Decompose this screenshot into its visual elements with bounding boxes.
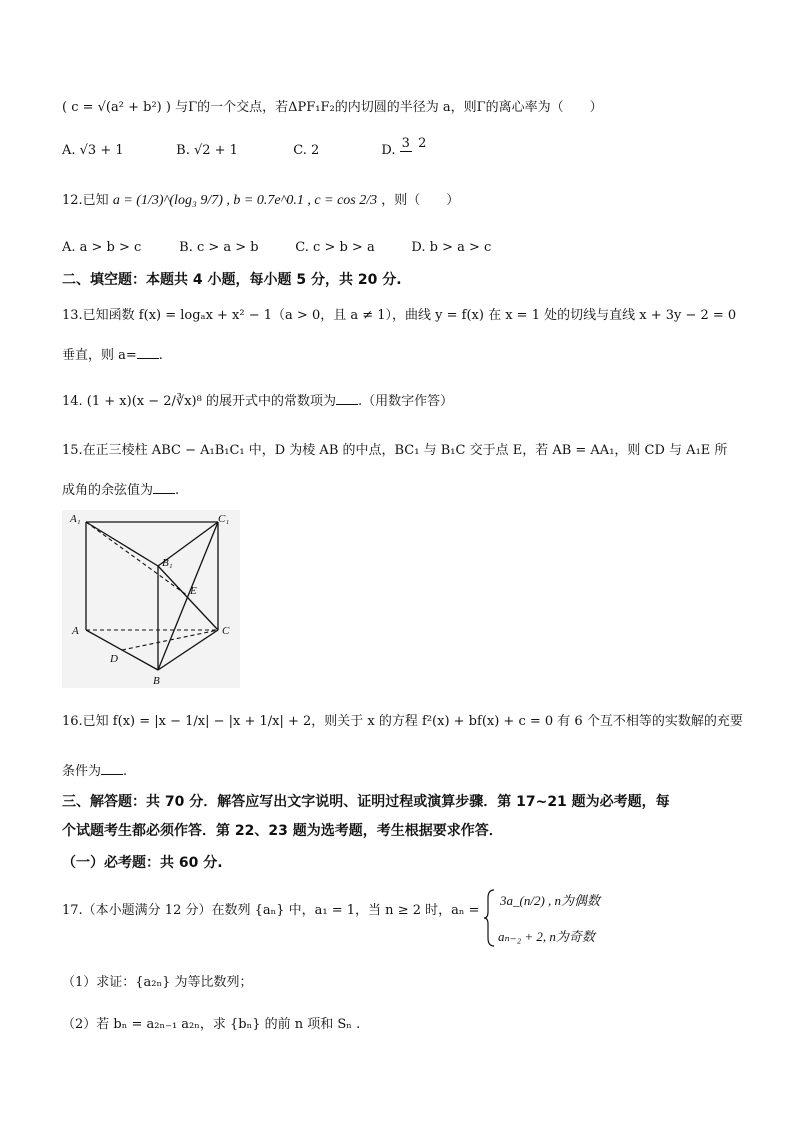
q12-option-b: B. c > a > b <box>179 240 259 255</box>
q11-option-d-fraction <box>400 137 429 152</box>
q15-answer-blank <box>153 481 175 494</box>
q17-sub1: （1）求证：{a₂ₙ} 为等比数列； <box>62 975 253 990</box>
q12-line <box>62 193 459 210</box>
q16-answer-blank <box>101 762 123 775</box>
q15-line2-end: . <box>175 483 180 498</box>
q17-case-odd: aₙ₋₂ + 2, n为奇数 <box>498 929 595 944</box>
part1-header: （一）必考题：共 60 分. <box>62 855 223 871</box>
label-a: A <box>72 625 79 637</box>
q16-line2-text: 条件为 <box>62 764 102 779</box>
diag-b1-c <box>158 566 218 630</box>
label-c: C <box>222 625 230 637</box>
edge-b-c <box>158 630 218 670</box>
edge-a1-b1 <box>86 522 158 566</box>
q11-tail-line <box>62 100 603 116</box>
q12-options <box>62 240 491 256</box>
q12-tail: ，则（ ） <box>381 193 460 208</box>
label-e: E <box>190 585 197 597</box>
label-b: B <box>153 675 160 687</box>
q17-case-even: 3a_(n/2) , n为偶数 <box>500 893 601 908</box>
dashed-a1-e <box>86 522 188 596</box>
prism-figure <box>62 510 240 688</box>
q11-option-a: A. √3 + 1 <box>62 143 124 158</box>
q16-line2 <box>62 762 127 780</box>
q15-line1: 15.在正三棱柱 ABC − A₁B₁C₁ 中，D 为棱 AB 的中点，BC₁ 与 B₁C 交于点 E，若 AB = AA₁，则 CD 与 A₁E 所 <box>62 443 728 458</box>
q13-answer-blank <box>137 346 159 359</box>
q15-line2-text: 成角的余弦值为 <box>62 483 154 498</box>
q14-line <box>62 392 453 410</box>
q17-lead-text: 17.（本小题满分 12 分）在数列 {aₙ} 中，a₁ = 1，当 n ≥ 2 时，aₙ = <box>62 903 480 918</box>
label-a1: A₁ <box>70 513 81 525</box>
q13-line1: 13.已知函数 f(x) = logₐx + x² − 1（a > 0，且 a ≠ 1），曲线 y = f(x) 在 x = 1 处的切线与直线 x + 3y − 2 = 0 <box>62 308 737 323</box>
q13-line2-text: 垂直，则 a= <box>62 348 137 363</box>
q14-answer-blank <box>336 392 358 405</box>
q11-text: 与Γ的一个交点，若ΔPF₁F₂的内切圆的半径为 a，则Γ的离心率为（ ） <box>175 100 603 115</box>
label-d: D <box>110 653 118 665</box>
q13-line2-end: . <box>158 348 163 363</box>
label-c1: C₁ <box>218 513 230 525</box>
q11-options <box>62 135 428 159</box>
q11-option-b: B. √2 + 1 <box>176 143 238 158</box>
q11-option-d-label: D. <box>381 143 396 158</box>
q14-tail: .（用数字作答） <box>357 394 454 409</box>
q12-option-a: A. a > b > c <box>62 240 142 255</box>
q17-piecewise <box>484 888 634 948</box>
q12-expression: a = (1/3)^(log₃ 9/7) , b = 0.7e^0.1 , c = cos 2/3 <box>112 193 378 208</box>
prism-diagram <box>62 510 240 688</box>
q15-line2 <box>62 481 179 499</box>
brace-icon <box>484 888 496 948</box>
q11-option-d-den: 2 <box>418 135 427 151</box>
q11-c-definition: ( c = √(a² + b²) ) <box>62 100 171 115</box>
q14-text: 14. (1 + x)(x − 2/∛x)⁸ 的展开式中的常数项为 <box>62 394 336 409</box>
label-b1: B₁ <box>162 557 173 569</box>
q16-line1: 16.已知 f(x) = |x − 1/x| − |x + 1/x| + 2，则关于 x 的方程 f²(x) + bf(x) + c = 0 有 6 个互不相等的实数解的充要 <box>62 714 743 729</box>
q12-lead: 12.已知 <box>62 193 109 208</box>
q16-line2-end: . <box>123 764 128 779</box>
q11-option-c: C. 2 <box>293 143 320 158</box>
section3-header-line2: 个试题考生都必须作答．第 22、23 题为选考题，考生根据要求作答． <box>62 823 503 839</box>
q17-lead <box>62 903 480 919</box>
q17-sub2: （2）若 bₙ = a₂ₙ₋₁ a₂ₙ，求 {bₙ} 的前 n 项和 Sₙ . <box>62 1017 361 1032</box>
q11-option-d-num: 3 <box>401 135 410 151</box>
q13-line2 <box>62 346 163 364</box>
q12-option-c: C. c > b > a <box>295 240 375 255</box>
q12-option-d: D. b > a > c <box>411 240 492 255</box>
section2-header: 二、填空题：本题共 4 小题，每小题 5 分，共 20 分. <box>62 272 402 288</box>
q11-option-d <box>381 135 428 159</box>
section3-header-line1: 三、解答题：共 70 分．解答应写出文字说明、证明过程或演算步骤．第 17~21 题为必考题，每 <box>62 794 670 810</box>
